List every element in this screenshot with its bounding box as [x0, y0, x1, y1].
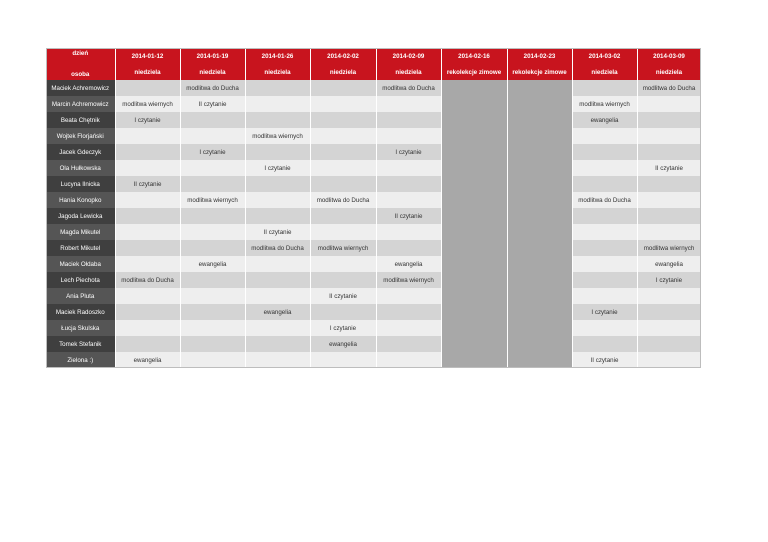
assignment-cell — [637, 192, 701, 208]
assignment-cell — [310, 160, 376, 176]
assignment-cell — [637, 288, 701, 304]
assignment-cell — [180, 240, 245, 256]
person-name: Ania Pluta — [46, 288, 115, 304]
assignment-cell — [245, 192, 310, 208]
person-name: Lech Piechota — [46, 272, 115, 288]
assignment-cell — [572, 240, 637, 256]
day-header: rekolekcje zimowe — [507, 64, 572, 80]
assignment-cell — [310, 96, 376, 112]
assignment-cell — [637, 112, 701, 128]
assignment-cell — [376, 336, 441, 352]
assignment-cell — [637, 144, 701, 160]
assignment-cell — [376, 176, 441, 192]
retreat-cell — [441, 304, 507, 320]
assignment-cell — [245, 96, 310, 112]
assignment-cell: ewangelia — [572, 112, 637, 128]
assignment-cell — [572, 288, 637, 304]
person-name: Magda Mikutel — [46, 224, 115, 240]
table-row — [46, 96, 701, 112]
retreat-cell — [441, 288, 507, 304]
retreat-cell — [507, 352, 572, 368]
retreat-cell — [441, 144, 507, 160]
table-row — [46, 336, 701, 352]
retreat-cell — [441, 96, 507, 112]
date-header: 2014-02-02 — [310, 48, 376, 64]
assignment-cell: I czytanie — [376, 144, 441, 160]
assignment-cell: modlitwa do Ducha — [180, 80, 245, 96]
assignment-cell — [376, 320, 441, 336]
schedule-table — [46, 48, 702, 368]
assignment-cell — [245, 272, 310, 288]
assignment-cell: ewangelia — [245, 304, 310, 320]
assignment-cell — [180, 208, 245, 224]
day-header: niedziela — [572, 64, 637, 80]
retreat-cell — [507, 144, 572, 160]
assignment-cell: modlitwa wiernych — [572, 96, 637, 112]
assignment-cell — [572, 80, 637, 96]
table-row — [46, 320, 701, 336]
table-row — [46, 176, 701, 192]
assignment-cell: modlitwa wiernych — [180, 192, 245, 208]
retreat-cell — [507, 80, 572, 96]
assignment-cell — [115, 208, 180, 224]
assignment-cell: II czytanie — [115, 176, 180, 192]
assignment-cell — [572, 272, 637, 288]
assignment-cell: II czytanie — [180, 96, 245, 112]
assignment-cell: ewangelia — [376, 256, 441, 272]
assignment-cell — [245, 320, 310, 336]
table-row — [46, 192, 701, 208]
assignment-cell: modlitwa do Ducha — [115, 272, 180, 288]
assignment-cell — [572, 336, 637, 352]
assignment-cell: I czytanie — [180, 144, 245, 160]
date-header: 2014-02-16 — [441, 48, 507, 64]
assignment-cell: modlitwa wiernych — [376, 272, 441, 288]
assignment-cell — [115, 160, 180, 176]
assignment-cell — [245, 256, 310, 272]
person-name: Zielona :) — [46, 352, 115, 368]
assignment-cell — [115, 144, 180, 160]
assignment-cell — [376, 192, 441, 208]
assignment-cell — [115, 80, 180, 96]
retreat-cell — [441, 240, 507, 256]
person-name: Maciek Ołdaba — [46, 256, 115, 272]
assignment-cell: I czytanie — [310, 320, 376, 336]
retreat-cell — [441, 160, 507, 176]
assignment-cell: modlitwa do Ducha — [310, 192, 376, 208]
assignment-cell — [245, 80, 310, 96]
retreat-cell — [507, 272, 572, 288]
assignment-cell: II czytanie — [245, 224, 310, 240]
person-name: Jagoda Lewicka — [46, 208, 115, 224]
assignment-cell — [310, 352, 376, 368]
assignment-cell — [572, 144, 637, 160]
retreat-cell — [507, 320, 572, 336]
assignment-cell — [637, 224, 701, 240]
table-row — [46, 128, 701, 144]
assignment-cell — [376, 352, 441, 368]
assignment-cell — [180, 304, 245, 320]
retreat-cell — [441, 336, 507, 352]
date-header: 2014-02-09 — [376, 48, 441, 64]
assignment-cell — [180, 176, 245, 192]
assignment-cell — [245, 144, 310, 160]
assignment-cell — [245, 112, 310, 128]
retreat-cell — [441, 192, 507, 208]
person-name: Tomek Stefanik — [46, 336, 115, 352]
date-header: 2014-03-02 — [572, 48, 637, 64]
assignment-cell — [180, 352, 245, 368]
assignment-cell — [115, 240, 180, 256]
assignment-cell: modlitwa wiernych — [115, 96, 180, 112]
person-name: Hania Konopko — [46, 192, 115, 208]
assignment-cell: ewangelia — [637, 256, 701, 272]
assignment-cell — [376, 96, 441, 112]
person-name: Maciek Radoszko — [46, 304, 115, 320]
assignment-cell: modlitwa do Ducha — [572, 192, 637, 208]
day-header: niedziela — [376, 64, 441, 80]
assignment-cell — [637, 320, 701, 336]
assignment-cell: II czytanie — [310, 288, 376, 304]
assignment-cell — [572, 160, 637, 176]
person-name: Robert Mikutel — [46, 240, 115, 256]
assignment-cell — [180, 336, 245, 352]
assignment-cell — [115, 224, 180, 240]
assignment-cell — [376, 112, 441, 128]
assignment-cell — [115, 192, 180, 208]
day-header: niedziela — [310, 64, 376, 80]
assignment-cell: I czytanie — [115, 112, 180, 128]
corner-day-label: dzień — [72, 50, 89, 57]
assignment-cell — [310, 272, 376, 288]
table-row — [46, 240, 701, 256]
assignment-cell — [310, 80, 376, 96]
table-row — [46, 304, 701, 320]
assignment-cell — [180, 128, 245, 144]
assignment-cell — [115, 336, 180, 352]
table-row — [46, 208, 701, 224]
assignment-cell: II czytanie — [376, 208, 441, 224]
assignment-cell — [637, 176, 701, 192]
assignment-cell: ewangelia — [310, 336, 376, 352]
person-name: Maciek Achremowicz — [46, 80, 115, 96]
assignment-cell — [376, 240, 441, 256]
assignment-cell — [376, 304, 441, 320]
assignment-cell — [376, 288, 441, 304]
assignment-cell — [376, 160, 441, 176]
assignment-cell — [310, 304, 376, 320]
corner-person-label: osoba — [71, 71, 90, 78]
assignment-cell: modlitwa wiernych — [245, 128, 310, 144]
assignment-cell — [572, 208, 637, 224]
assignment-cell — [245, 352, 310, 368]
person-name: Lucyna Ilnicka — [46, 176, 115, 192]
date-header: 2014-03-09 — [637, 48, 701, 64]
assignment-cell — [310, 256, 376, 272]
retreat-cell — [441, 320, 507, 336]
assignment-cell — [180, 160, 245, 176]
assignment-cell — [180, 288, 245, 304]
assignment-cell — [115, 288, 180, 304]
retreat-cell — [507, 160, 572, 176]
retreat-cell — [507, 96, 572, 112]
assignment-cell — [637, 352, 701, 368]
header-date-row — [46, 48, 701, 64]
retreat-cell — [507, 304, 572, 320]
assignment-cell — [245, 288, 310, 304]
assignment-cell — [376, 224, 441, 240]
assignment-cell — [637, 128, 701, 144]
assignment-cell — [310, 176, 376, 192]
retreat-cell — [441, 272, 507, 288]
assignment-cell — [180, 272, 245, 288]
assignment-cell — [245, 336, 310, 352]
schedule-body — [46, 80, 701, 368]
assignment-cell — [245, 176, 310, 192]
retreat-cell — [441, 112, 507, 128]
assignment-cell — [637, 96, 701, 112]
retreat-cell — [507, 256, 572, 272]
assignment-cell: I czytanie — [245, 160, 310, 176]
day-header: niedziela — [245, 64, 310, 80]
person-name: Wojtek Florjański — [46, 128, 115, 144]
assignment-cell — [572, 224, 637, 240]
table-row — [46, 288, 701, 304]
retreat-cell — [507, 224, 572, 240]
assignment-cell: II czytanie — [637, 160, 701, 176]
assignment-cell — [310, 208, 376, 224]
table-row — [46, 272, 701, 288]
person-name: Ola Hułkowska — [46, 160, 115, 176]
assignment-cell: modlitwa do Ducha — [376, 80, 441, 96]
retreat-cell — [507, 176, 572, 192]
corner-header — [46, 48, 115, 80]
assignment-cell — [310, 144, 376, 160]
person-name: Łucja Skulska — [46, 320, 115, 336]
assignment-cell: ewangelia — [180, 256, 245, 272]
retreat-cell — [507, 240, 572, 256]
assignment-cell: modlitwa wiernych — [637, 240, 701, 256]
assignment-cell — [310, 224, 376, 240]
table-row — [46, 160, 701, 176]
assignment-cell — [115, 128, 180, 144]
assignment-cell — [637, 208, 701, 224]
retreat-cell — [507, 128, 572, 144]
day-header: rekolekcje zimowe — [441, 64, 507, 80]
retreat-cell — [507, 208, 572, 224]
date-header: 2014-01-26 — [245, 48, 310, 64]
retreat-cell — [507, 336, 572, 352]
assignment-cell — [180, 320, 245, 336]
retreat-cell — [441, 128, 507, 144]
retreat-cell — [507, 192, 572, 208]
assignment-cell — [572, 320, 637, 336]
assignment-cell: II czytanie — [572, 352, 637, 368]
assignment-cell — [637, 336, 701, 352]
assignment-cell — [115, 320, 180, 336]
table-row — [46, 144, 701, 160]
table-row — [46, 224, 701, 240]
person-name: Marcin Achremowicz — [46, 96, 115, 112]
assignment-cell — [115, 256, 180, 272]
retreat-cell — [441, 256, 507, 272]
date-header: 2014-01-19 — [180, 48, 245, 64]
assignment-cell: modlitwa do Ducha — [637, 80, 701, 96]
person-name: Jacek Gdeczyk — [46, 144, 115, 160]
retreat-cell — [441, 176, 507, 192]
assignment-cell — [572, 128, 637, 144]
assignment-cell: modlitwa do Ducha — [245, 240, 310, 256]
assignment-cell — [180, 112, 245, 128]
assignment-cell — [572, 256, 637, 272]
header-day-row — [46, 64, 701, 80]
retreat-cell — [441, 352, 507, 368]
assignment-cell — [310, 128, 376, 144]
date-header: 2014-02-23 — [507, 48, 572, 64]
retreat-cell — [441, 208, 507, 224]
assignment-cell — [310, 112, 376, 128]
assignment-cell — [376, 128, 441, 144]
day-header: niedziela — [115, 64, 180, 80]
day-header: niedziela — [180, 64, 245, 80]
assignment-cell — [115, 304, 180, 320]
retreat-cell — [507, 112, 572, 128]
table-row — [46, 80, 701, 96]
assignment-cell: I czytanie — [572, 304, 637, 320]
table-row — [46, 112, 701, 128]
assignment-cell — [245, 208, 310, 224]
retreat-cell — [441, 224, 507, 240]
assignment-cell — [637, 304, 701, 320]
day-header: niedziela — [637, 64, 701, 80]
retreat-cell — [441, 80, 507, 96]
assignment-cell: ewangelia — [115, 352, 180, 368]
retreat-cell — [507, 288, 572, 304]
date-header: 2014-01-12 — [115, 48, 180, 64]
assignment-cell — [572, 176, 637, 192]
assignment-cell: I czytanie — [637, 272, 701, 288]
person-name: Beata Chętnik — [46, 112, 115, 128]
assignment-cell: modlitwa wiernych — [310, 240, 376, 256]
table-row — [46, 352, 701, 368]
table-row — [46, 256, 701, 272]
assignment-cell — [180, 224, 245, 240]
